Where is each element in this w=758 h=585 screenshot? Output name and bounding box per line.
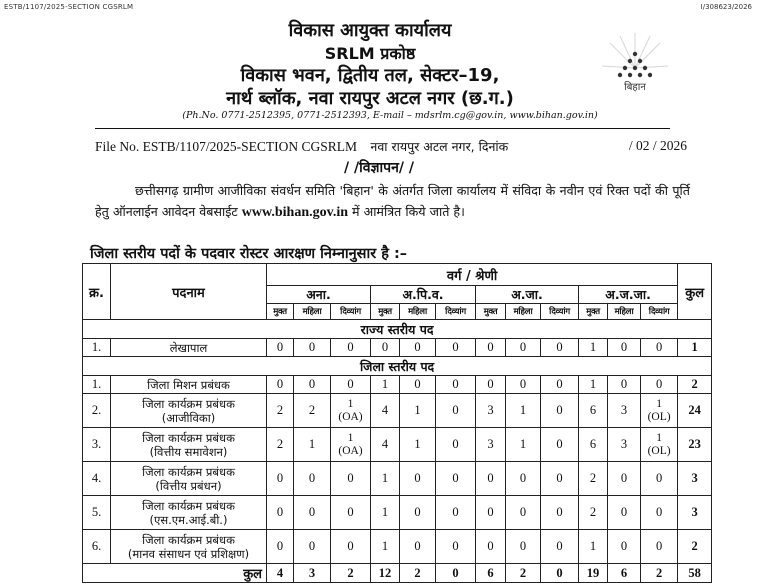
col-subheader: मुक्त xyxy=(371,304,400,320)
row-value: 1 xyxy=(371,462,400,496)
value-note: (OA) xyxy=(338,444,363,457)
row-value: 1 xyxy=(579,339,608,357)
row-value: 0 xyxy=(400,339,436,357)
total-value: 6 xyxy=(608,564,641,583)
section-title: जिला स्तरीय पद xyxy=(83,357,712,376)
totals-label: कुल xyxy=(83,564,267,583)
file-number-line xyxy=(95,138,687,155)
row-value: 0 xyxy=(541,376,579,394)
table-row xyxy=(83,496,712,530)
row-value: 0 xyxy=(541,394,579,428)
col-subheader: दिव्यांग xyxy=(541,304,579,320)
row-value: 0 xyxy=(541,339,579,357)
row-value: 0 xyxy=(541,462,579,496)
row-value: 0 xyxy=(641,339,678,357)
total-value: 0 xyxy=(541,564,579,583)
col-subheader: दिव्यांग xyxy=(641,304,678,320)
row-value: 0 xyxy=(400,462,436,496)
row-value: 0 xyxy=(506,496,541,530)
advertisement-paragraph xyxy=(95,180,690,223)
row-post-name xyxy=(111,496,267,530)
row-value: 0 xyxy=(294,339,331,357)
total-value: 3 xyxy=(294,564,331,583)
table-row xyxy=(83,339,712,357)
row-value: 0 xyxy=(541,496,579,530)
row-value: 0 xyxy=(267,530,294,564)
col-group-header: अ.पि.व. xyxy=(371,286,476,304)
col-header-total: कुल xyxy=(678,264,712,320)
row-post-name xyxy=(111,339,267,357)
col-group-header: अ.ज.जा. xyxy=(579,286,678,304)
row-value: 3 xyxy=(476,428,506,462)
table-row xyxy=(83,376,712,394)
row-value: 1 xyxy=(371,496,400,530)
row-value: 0 xyxy=(436,339,476,357)
col-group-header: अना. xyxy=(267,286,371,304)
row-value: 4 xyxy=(371,394,400,428)
row-value: 6 xyxy=(579,394,608,428)
row-value: 1 xyxy=(506,394,541,428)
row-value: 0 xyxy=(331,496,371,530)
total-value: 19 xyxy=(579,564,608,583)
address-line-2: नार्थ ब्लॉक, नवा रायपुर अटल नगर (छ.ग.) xyxy=(226,88,514,109)
date: / 02 / 2026 xyxy=(628,138,687,153)
row-serial: 5. xyxy=(83,496,111,530)
post-name-line-2: (वित्तीय समावेशन) xyxy=(149,444,228,459)
row-value: 0 xyxy=(436,376,476,394)
row-value: 0 xyxy=(436,428,476,462)
col-subheader: मुक्त xyxy=(267,304,294,320)
post-name-line-2: (मानव संसाधन एवं प्रशिक्षण) xyxy=(127,546,250,561)
post-name-line-1: जिला कार्यक्रम प्रबंधक xyxy=(142,396,235,411)
row-value: 0 xyxy=(476,462,506,496)
row-post-name xyxy=(111,462,267,496)
row-value: 2 xyxy=(579,496,608,530)
value-number: 1 xyxy=(656,431,662,444)
row-serial: 6. xyxy=(83,530,111,564)
table-row xyxy=(83,428,712,462)
row-value xyxy=(331,428,371,462)
row-total: 23 xyxy=(678,428,712,462)
row-value: 0 xyxy=(331,462,371,496)
col-subheader: महिला xyxy=(506,304,541,320)
row-value: 2 xyxy=(267,394,294,428)
row-value: 0 xyxy=(476,496,506,530)
post-name-line-2: (आजीविका) xyxy=(161,410,216,425)
row-post-name xyxy=(111,530,267,564)
header-divider xyxy=(95,128,670,129)
row-serial: 2. xyxy=(83,394,111,428)
row-value: 0 xyxy=(294,496,331,530)
row-post-name xyxy=(111,394,267,428)
row-value: 1 xyxy=(400,428,436,462)
col-subheader: मुक्त xyxy=(579,304,608,320)
value-number: 1 xyxy=(347,431,354,444)
row-value: 0 xyxy=(267,496,294,530)
post-name-line-1: जिला कार्यक्रम प्रबंधक xyxy=(142,430,235,445)
row-value: 0 xyxy=(641,462,678,496)
row-value: 1 xyxy=(371,376,400,394)
col-header-name: पदनाम xyxy=(111,264,267,320)
post-name-line-1: जिला मिशन प्रबंधक xyxy=(147,377,230,392)
row-post-name xyxy=(111,376,267,394)
row-value: 0 xyxy=(331,376,371,394)
row-value: 0 xyxy=(608,339,641,357)
grand-total: 58 xyxy=(678,564,712,583)
post-name-line-2: (एस.एम.आई.बी.) xyxy=(149,512,228,527)
office-name: विकास आयुक्त कार्यालय xyxy=(288,20,452,41)
row-value: 0 xyxy=(400,496,436,530)
row-value: 4 xyxy=(371,428,400,462)
total-value: 6 xyxy=(476,564,506,583)
value-note: (OL) xyxy=(647,410,671,423)
row-value: 0 xyxy=(400,530,436,564)
value-number: 1 xyxy=(347,397,354,410)
row-total: 2 xyxy=(678,376,712,394)
row-value: 1 xyxy=(579,530,608,564)
total-value: 2 xyxy=(506,564,541,583)
post-name-line-1: लेखापाल xyxy=(169,340,208,355)
row-value: 0 xyxy=(476,530,506,564)
row-value: 0 xyxy=(608,462,641,496)
row-value: 0 xyxy=(331,530,371,564)
post-name-line-1: जिला कार्यक्रम प्रबंधक xyxy=(142,464,235,479)
row-value: 0 xyxy=(641,496,678,530)
total-value: 2 xyxy=(400,564,436,583)
roster-table xyxy=(82,263,712,583)
row-value: 3 xyxy=(608,428,641,462)
col-subheader: दिव्यांग xyxy=(436,304,476,320)
col-group-header: अ.जा. xyxy=(476,286,579,304)
row-value: 0 xyxy=(506,462,541,496)
row-value: 0 xyxy=(541,428,579,462)
row-value: 1 xyxy=(506,428,541,462)
row-value: 0 xyxy=(436,530,476,564)
row-serial: 4. xyxy=(83,462,111,496)
col-subheader: महिला xyxy=(400,304,436,320)
row-value: 0 xyxy=(294,462,331,496)
col-header-sno: क्र. xyxy=(83,264,111,320)
row-value: 2 xyxy=(579,462,608,496)
row-value: 0 xyxy=(294,376,331,394)
row-value: 1 xyxy=(294,428,331,462)
document-reference-top-right: I/308623/2026 xyxy=(700,3,752,11)
row-value: 0 xyxy=(641,530,678,564)
value-note: (OA) xyxy=(338,410,363,423)
row-total: 3 xyxy=(678,496,712,530)
row-serial: 1. xyxy=(83,339,111,357)
place-date-label: नवा रायपुर अटल नगर, दिनांक xyxy=(370,139,509,154)
row-value: 0 xyxy=(506,339,541,357)
paragraph-text-2: में आमंत्रित किये जाते है। xyxy=(352,204,465,219)
row-value: 0 xyxy=(541,530,579,564)
row-value: 0 xyxy=(476,339,506,357)
row-value: 0 xyxy=(267,376,294,394)
row-value: 1 xyxy=(371,530,400,564)
row-total: 3 xyxy=(678,462,712,496)
row-value: 2 xyxy=(294,394,331,428)
totals-row xyxy=(83,564,712,583)
post-name-line-2: (वित्तीय प्रबंधन) xyxy=(155,478,222,493)
document-reference-top-left: ESTB/1107/2025-SECTION CGSRLM xyxy=(4,3,134,11)
row-value: 0 xyxy=(371,339,400,357)
total-value: 0 xyxy=(436,564,476,583)
col-subheader: महिला xyxy=(294,304,331,320)
cell-name: SRLM प्रकोष्ठ xyxy=(324,44,416,63)
row-value: 0 xyxy=(294,530,331,564)
col-header-category: वर्ग / श्रेणी xyxy=(267,264,678,286)
row-value xyxy=(331,394,371,428)
website-link[interactable]: www.bihan.gov.in xyxy=(241,205,349,220)
total-value: 2 xyxy=(331,564,371,583)
row-value: 0 xyxy=(608,530,641,564)
table-row xyxy=(83,394,712,428)
value-note: (OL) xyxy=(647,444,671,457)
value-number: 1 xyxy=(656,397,662,410)
row-value: 6 xyxy=(579,428,608,462)
address-line-1: विकास भवन, द्वितीय तल, सेक्टर–19, xyxy=(240,65,500,86)
row-value: 3 xyxy=(608,394,641,428)
row-value: 0 xyxy=(506,376,541,394)
row-serial: 3. xyxy=(83,428,111,462)
row-value: 0 xyxy=(436,394,476,428)
section-title: राज्य स्तरीय पद xyxy=(83,320,712,339)
section-row xyxy=(83,357,712,376)
col-subheader: दिव्यांग xyxy=(331,304,371,320)
row-value: 1 xyxy=(579,376,608,394)
col-subheader: महिला xyxy=(608,304,641,320)
table-heading: जिला स्तरीय पदों के पदवार रोस्टर आरक्षण निम्नानुसार है :– xyxy=(90,246,408,262)
row-total: 1 xyxy=(678,339,712,357)
row-value: 1 xyxy=(400,394,436,428)
bihan-logo-icon xyxy=(600,28,670,108)
row-value: 0 xyxy=(476,376,506,394)
table-row xyxy=(83,462,712,496)
total-value: 12 xyxy=(371,564,400,583)
bihan-logo xyxy=(600,28,670,108)
row-post-name xyxy=(111,428,267,462)
row-value: 0 xyxy=(436,496,476,530)
row-value: 0 xyxy=(267,462,294,496)
row-value: 0 xyxy=(267,339,294,357)
row-value: 3 xyxy=(476,394,506,428)
row-value xyxy=(641,428,678,462)
row-value: 0 xyxy=(506,530,541,564)
row-value: 0 xyxy=(331,339,371,357)
post-name-line-1: जिला कार्यक्रम प्रबंधक xyxy=(142,498,235,513)
total-value: 4 xyxy=(267,564,294,583)
row-total: 24 xyxy=(678,394,712,428)
row-value: 0 xyxy=(608,376,641,394)
advertisement-title: / /विज्ञापन/ / xyxy=(344,160,414,176)
row-value xyxy=(641,394,678,428)
row-value: 0 xyxy=(641,376,678,394)
file-number: File No. ESTB/1107/2025-SECTION CGSRLM xyxy=(95,139,358,154)
table-row xyxy=(83,530,712,564)
row-value: 0 xyxy=(400,376,436,394)
section-row xyxy=(83,320,712,339)
row-value: 2 xyxy=(267,428,294,462)
col-subheader: मुक्त xyxy=(476,304,506,320)
row-total: 2 xyxy=(678,530,712,564)
row-value: 0 xyxy=(608,496,641,530)
total-value: 2 xyxy=(641,564,678,583)
row-value: 0 xyxy=(436,462,476,496)
post-name-line-1: जिला कार्यक्रम प्रबंधक xyxy=(142,532,235,547)
row-serial: 1. xyxy=(83,376,111,394)
logo-label: बिहान xyxy=(624,82,646,93)
contact-info: (Ph.No. 0771-2512395, 0771-2512393, E-mail – mdsrlm.cg@gov.in, www.bihan.gov.in) xyxy=(182,110,598,121)
paragraph-text-1: छत्तीसगढ़ ग्रामीण आजीविका संवर्धन समिति 'बिहान' के अंतर्गत जिला कार्यालय में संविदा के नवीन एवं रिक्त पदों की पूर्ति हेतु ऑनलाईन आवेदन वेबसाईट xyxy=(95,183,690,219)
